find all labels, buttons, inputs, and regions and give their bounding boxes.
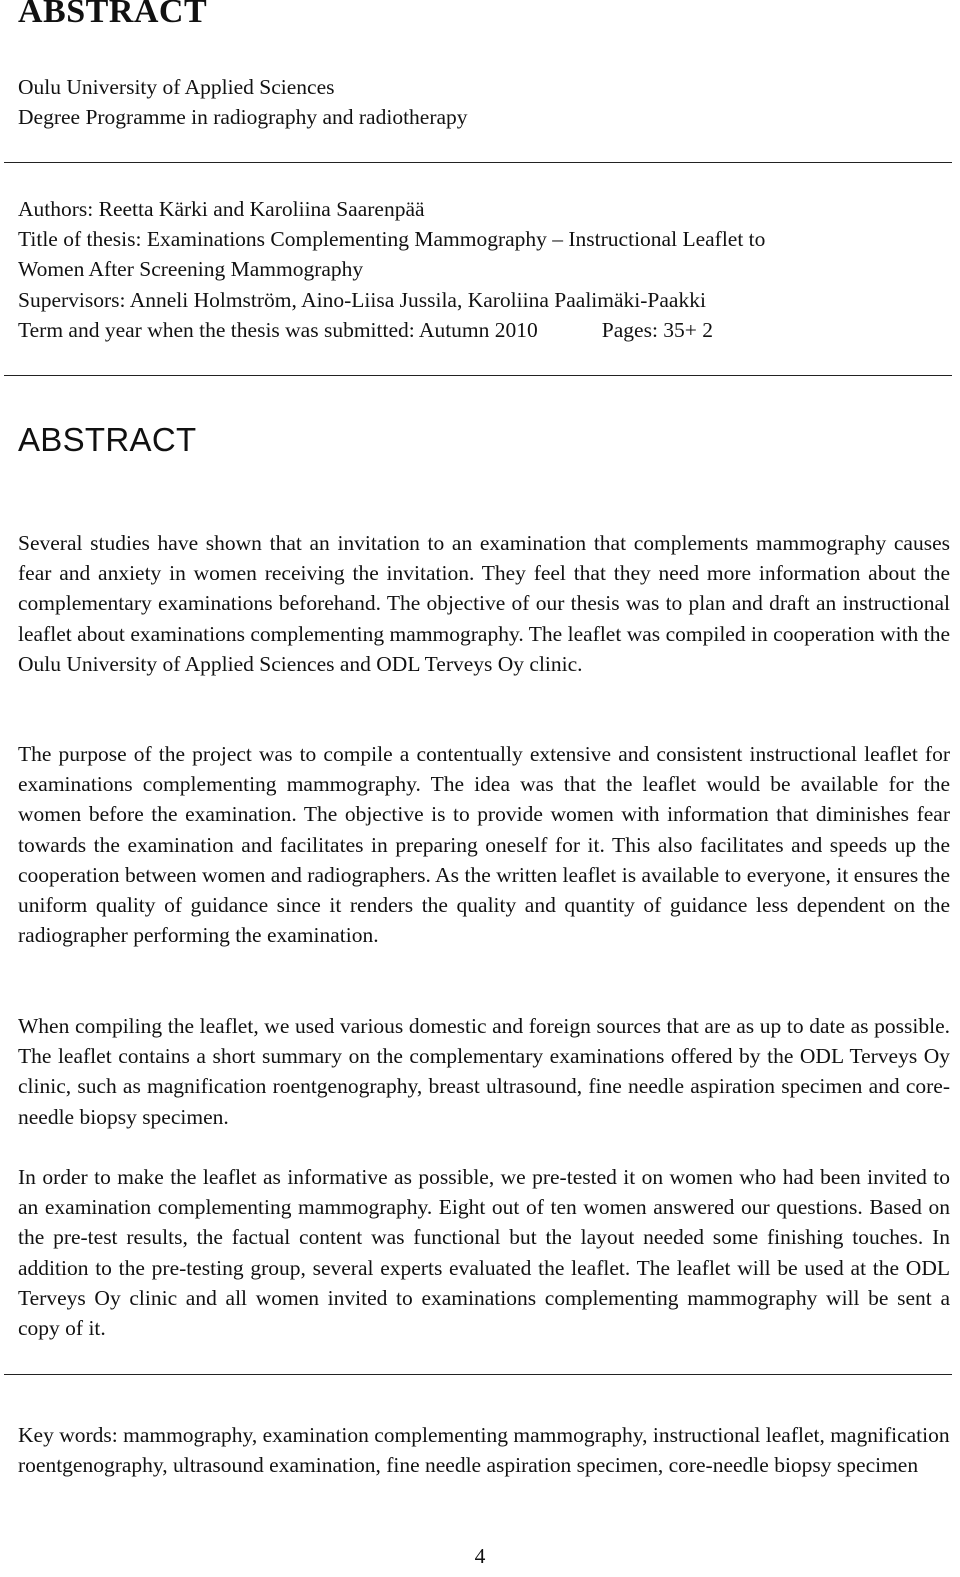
keywords: Key words: mammography, examination complementing mammography, instructional leaflet, magnification roentgenography, ultrasound examination, fine needle aspiration specimen, core-needle biopsy specimen: [18, 1423, 950, 1478]
middle-divider: [4, 375, 952, 376]
term-pages-line: [18, 315, 950, 345]
bottom-divider: [4, 1374, 952, 1375]
pages-text: Pages: 35+ 2: [601, 317, 714, 342]
main-heading: ABSTRACT: [18, 0, 208, 30]
institution-name: Oulu University of Applied Sciences: [18, 75, 335, 99]
thesis-info-block: [18, 194, 950, 345]
page-number: 4: [474, 1544, 486, 1568]
degree-programme: Degree Programme in radiography and radiotherapy: [18, 105, 468, 130]
authors-line: Authors: Reetta Kärki and Karoliina Saarenpää: [18, 197, 425, 221]
title-line-1: Title of thesis: Examinations Complementing Mammography – Instructional Leaflet to: [18, 227, 766, 252]
title-line-2: Women After Screening Mammography: [18, 257, 364, 282]
institution-block: [18, 72, 950, 132]
top-divider: [4, 162, 952, 163]
abstract-paragraph-3: When compiling the leaflet, we used various domestic and foreign sources that are as up to date as possible. The leaflet contains a short summary on the complementary examinations offered by the ODL Terveys Oy clinic, such as magnification roentgenography, breast ultrasound, fine needle aspiration specimen and core-needle biopsy specimen.: [18, 1014, 950, 1129]
abstract-paragraph-2: The purpose of the project was to compile a contentually extensive and consistent instructional leaflet for examinations complementing mammography. The idea was that the leaflet would be available for the women before the examination. The objective is to provide women with information that diminishes fear towards the examination and facilitates in preparing oneself for it. This also facilitates and speeds up the cooperation between women and radiographers. As the written leaflet is available to everyone, it ensures the uniform quality of guidance since it renders the quality and quantity of guidance less dependent on the radiographer performing the examination.: [18, 742, 950, 948]
supervisors-line: Supervisors: Anneli Holmström, Aino-Liisa Jussila, Karoliina Paalimäki-Paakki: [18, 287, 706, 312]
abstract-heading: ABSTRACT: [18, 421, 197, 458]
term-text: Term and year when the thesis was submitted: Autumn 2010: [18, 317, 538, 342]
abstract-paragraph-1: Several studies have shown that an invitation to an examination that complements mammography causes fear and anxiety in women receiving the invitation. They feel that they need more information about the complementary examinations beforehand. The objective of our thesis was to plan and draft an instructional leaflet about examinations complementing mammography. The leaflet was compiled in cooperation with the Oulu University of Applied Sciences and ODL Terveys Oy clinic.: [18, 531, 950, 676]
abstract-paragraph-4: In order to make the leaflet as informative as possible, we pre-tested it on women who had been invited to an examination complementing mammography. Eight out of ten women answered our questions. Based on the pre-test results, the factual content was functional but the layout needed some finishing touches. In addition to the pre-testing group, several experts evaluated the leaflet. The leaflet will be used at the ODL Terveys Oy clinic and all women invited to examinations complementing mammography will be sent a copy of it.: [18, 1165, 950, 1341]
